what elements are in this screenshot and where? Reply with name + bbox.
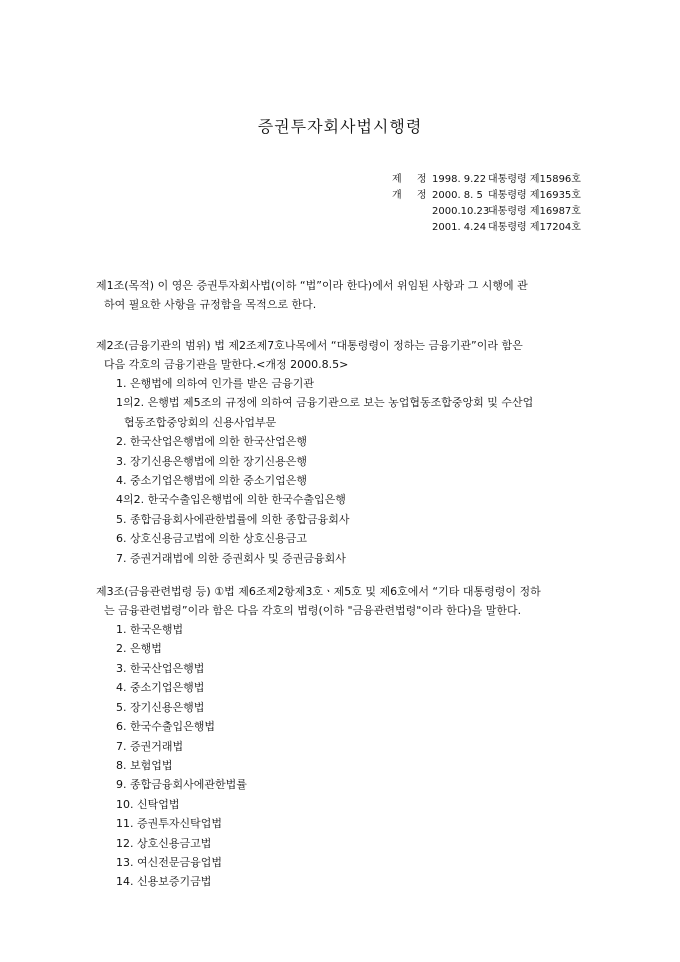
article-3	[96, 582, 590, 892]
history-row	[392, 172, 581, 188]
history-label: 제 정	[392, 174, 433, 185]
history-row	[392, 220, 581, 236]
list-item: 2. 한국산업은행법에 의한 한국산업은행	[116, 435, 307, 449]
article-1-line-2: 하여 필요한 사항을 규정함을 목적으로 한다.	[104, 298, 317, 311]
history-decree: 대통령령 제15896호	[488, 174, 581, 185]
list-item: 1. 은행법에 의하여 인가를 받은 금융기관	[116, 377, 314, 390]
article-2	[96, 336, 590, 568]
list-item: 3. 장기신용은행법에 의한 장기신용은행	[116, 454, 307, 468]
article-1	[96, 276, 590, 314]
list-item: 4. 중소기업은행법	[116, 681, 205, 695]
list-item: 6. 한국수출입은행법	[116, 720, 215, 734]
article-3-line-2: 는 금융관련법령”이라 함은 다음 각호의 법령(이하 "금융관련법령"이라 한다)을 말한다.	[104, 604, 522, 618]
history-label	[392, 204, 432, 220]
list-item: 11. 증권투자신탁업법	[116, 817, 222, 831]
list-item: 8. 보험업법	[116, 758, 173, 772]
article-2-line-2: 다음 각호의 금융기관을 말한다.<개정 2000.8.5>	[104, 358, 349, 371]
list-item: 5. 종합금융회사에관한법률에 의한 종합금융회사	[116, 512, 350, 526]
history-decree: 대통령령 제16987호	[488, 206, 581, 217]
list-item: 7. 증권거래법	[116, 739, 184, 753]
article-3-line-1: 제3조(금융관련법령 등) ①법 제6조제2항제3호ㆍ제5호 및 제6호에서 “기타 대통령령이 정하	[96, 585, 541, 599]
history-date: 2001. 4.24	[432, 222, 487, 233]
list-item-continuation: 협동조합중앙회의 신용사업부문	[124, 415, 277, 429]
history-label	[392, 220, 432, 236]
article-3-items	[96, 620, 590, 892]
list-item: 4. 중소기업은행법에 의한 중소기업은행	[116, 474, 307, 488]
history-decree: 대통령령 제17204호	[488, 222, 581, 233]
document-title: 증권투자회사법시행령	[257, 117, 423, 136]
history-date: 2000. 8. 5	[432, 190, 483, 201]
history-date: 1998. 9.22	[432, 174, 487, 185]
history-date: 2000.10.23	[432, 206, 490, 217]
list-item: 1. 한국은행법	[116, 623, 184, 637]
list-item: 14. 신용보증기금법	[116, 875, 212, 889]
article-1-line-1: 제1조(목적) 이 영은 증권투자회사법(이하 “법”이라 한다)에서 위임된 사항과 그 시행에 관	[96, 279, 528, 292]
list-item: 5. 장기신용은행법	[116, 700, 205, 714]
list-item: 1의2. 은행법 제5조의 규정에 의하여 금융기관으로 보는 농업협동조합중앙회 및 수산업	[116, 396, 534, 410]
history-row	[392, 188, 581, 204]
list-item: 10. 신탁업법	[116, 797, 180, 811]
history-row	[392, 204, 581, 220]
list-item: 12. 상호신용금고법	[116, 836, 212, 850]
amendment-history	[392, 172, 581, 236]
history-label: 개 정	[392, 190, 433, 201]
list-item: 3. 한국산업은행법	[116, 661, 205, 675]
article-2-line-1: 제2조(금융기관의 범위) 법 제2조제7호나목에서 “대통령령이 정하는 금융기관”이라 함은	[96, 339, 523, 352]
list-item: 6. 상호신용금고법에 의한 상호신용금고	[116, 532, 307, 546]
history-decree: 대통령령 제16935호	[488, 190, 581, 201]
list-item: 2. 은행법	[116, 642, 162, 656]
list-item: 9. 종합금융회사에관한법률	[116, 778, 247, 792]
list-item: 4의2. 한국수출입은행법에 의한 한국수출입은행	[116, 493, 346, 507]
document-body	[96, 276, 590, 892]
list-item: 13. 여신전문금융업법	[116, 855, 222, 869]
list-item: 7. 증권거래법에 의한 증권회사 및 증권금융회사	[116, 551, 346, 565]
article-2-items	[96, 374, 590, 568]
